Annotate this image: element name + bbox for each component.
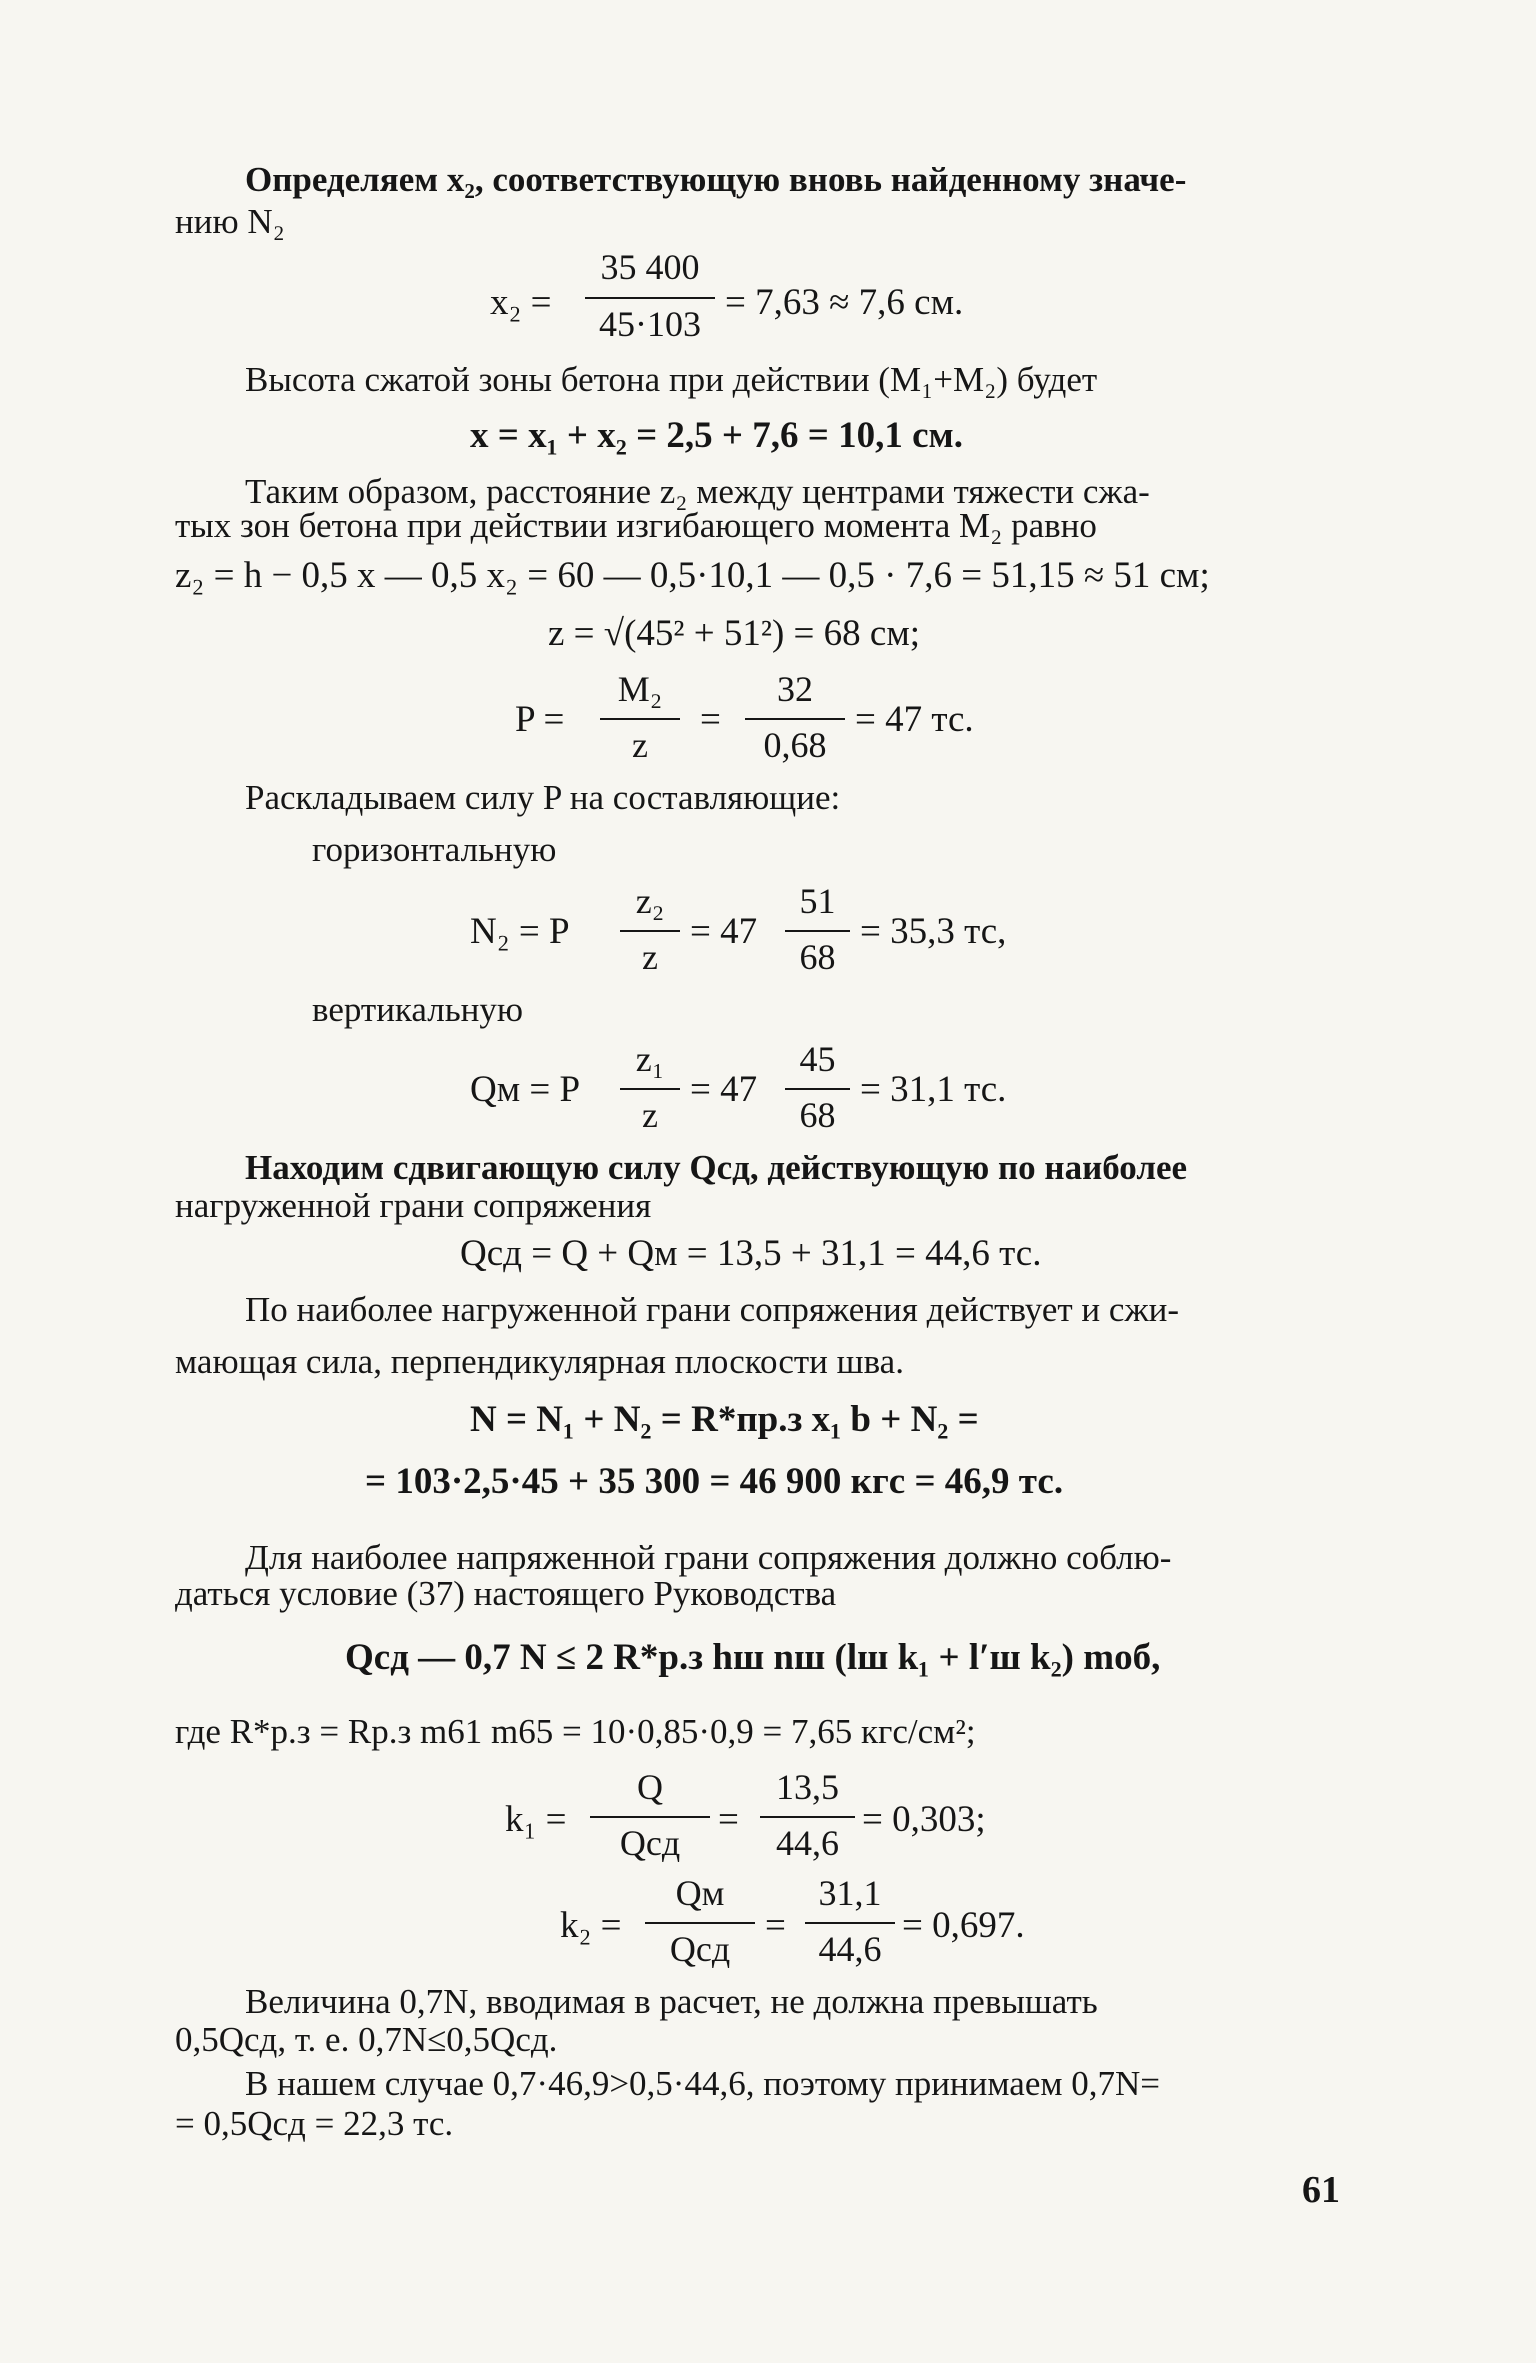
paragraph-line: Находим сдвигающую силу Qсд, действующую по наиболее	[245, 1148, 1188, 1187]
equation: = 103·2,5·45 + 35 300 = 46 900 кгс = 46,9 тс.	[365, 1461, 1064, 1502]
fraction-denominator: z	[642, 937, 658, 977]
equation-operator: = 47	[690, 911, 758, 952]
fraction-numerator: z₂	[635, 881, 665, 921]
equation-lhs: Qм = P	[470, 1069, 581, 1110]
fraction-numerator: Q	[637, 1767, 663, 1807]
fraction-numerator: 32	[777, 669, 813, 709]
paragraph-line: где R*р.з = Rр.з m61 m65 = 10·0,85·0,9 = 7,65 кгс/см²;	[175, 1712, 976, 1751]
equation-operator: =	[765, 1905, 786, 1946]
paragraph-line: По наиболее нагруженной грани сопряжения действует и сжи-	[245, 1290, 1180, 1329]
fraction-denominator: Qсд	[669, 1929, 731, 1969]
section-label: горизонтальную	[312, 830, 557, 869]
equation-operator: =	[718, 1799, 739, 1840]
fraction-bar	[585, 297, 715, 299]
equation-lhs: x₂ =	[490, 282, 552, 323]
equation-lhs: k₁ =	[505, 1799, 567, 1840]
equation-rhs: = 31,1 тс.	[860, 1069, 1007, 1110]
fraction-bar	[600, 718, 680, 720]
paragraph-line: Раскладываем силу P на составляющие:	[245, 778, 841, 817]
fraction-numerator: 31,1	[818, 1873, 882, 1913]
paragraph-line: = 0,5Qсд = 22,3 тс.	[175, 2104, 454, 2143]
fraction-denominator: 45·103	[599, 304, 701, 344]
equation-rhs: = 47 тс.	[855, 699, 974, 740]
fraction-denominator: z	[642, 1095, 658, 1135]
fraction-denominator: 44,6	[818, 1929, 882, 1969]
paragraph-line: Определяем x₂, соответствующую вновь найденному значе-	[245, 160, 1187, 199]
fraction-denominator: 68	[799, 1095, 836, 1135]
paragraph-line: Высота сжатой зоны бетона при действии (M₁+M₂) будет	[245, 360, 1098, 399]
paragraph-line: 0,5Qсд, т. е. 0,7N≤0,5Qсд.	[175, 2020, 558, 2059]
fraction-numerator: z₁	[635, 1039, 665, 1079]
paragraph-line: нию N₂	[175, 202, 285, 241]
equation: z = √(45² + 51²) = 68 см;	[548, 613, 921, 654]
fraction-bar	[760, 1816, 855, 1818]
fraction-bar	[590, 1816, 710, 1818]
equation: x = x₁ + x₂ = 2,5 + 7,6 = 10,1 см.	[470, 415, 963, 456]
equation-operator: =	[700, 699, 721, 740]
fraction-bar	[785, 930, 850, 932]
paragraph-line: Для наиболее напряженной грани сопряжения должно соблю-	[245, 1538, 1172, 1577]
fraction-numerator: M₂	[617, 669, 663, 709]
fraction-bar	[745, 718, 845, 720]
fraction-numerator: 51	[799, 881, 836, 921]
page-number: 61	[1302, 2169, 1340, 2211]
equation-rhs: = 0,303;	[862, 1799, 986, 1840]
equation-lhs: P =	[515, 699, 565, 740]
fraction-numerator: 13,5	[776, 1767, 839, 1807]
equation-rhs: = 35,3 тс,	[860, 911, 1007, 952]
section-label: вертикальную	[312, 990, 524, 1029]
fraction-numerator: Qм	[675, 1873, 725, 1913]
fraction-denominator: 0,68	[763, 725, 827, 765]
equation: Qсд — 0,7 N ≤ 2 R*р.з hш nш (lш k₁ + l′ш k₂) mоб,	[345, 1637, 1161, 1678]
equation: Qсд = Q + Qм = 13,5 + 31,1 = 44,6 тс.	[460, 1233, 1042, 1274]
fraction-bar	[620, 930, 680, 932]
paragraph-line: В нашем случае 0,7·46,9>0,5·44,6, поэтому принимаем 0,7N=	[245, 2064, 1161, 2103]
fraction-numerator: 35 400	[600, 247, 700, 287]
paragraph-line: нагруженной грани сопряжения	[175, 1186, 652, 1225]
paragraph-line: тых зон бетона при действии изгибающего момента M₂ равно	[175, 506, 1097, 545]
equation-rhs: = 7,63 ≈ 7,6 см.	[725, 282, 964, 323]
paragraph-line: мающая сила, перпендикулярная плоскости шва.	[175, 1342, 904, 1381]
equation: N = N₁ + N₂ = R*пр.з x₁ b + N₂ =	[470, 1399, 979, 1440]
paragraph-line: Таким образом, расстояние z₂ между центрами тяжести сжа-	[245, 472, 1150, 511]
equation-lhs: N₂ = P	[470, 911, 570, 952]
fraction-denominator: 68	[799, 937, 836, 977]
fraction-numerator: 45	[799, 1039, 836, 1079]
equation-lhs: k₂ =	[560, 1905, 622, 1946]
fraction-bar	[645, 1922, 755, 1924]
equation-rhs: = 0,697.	[902, 1905, 1025, 1946]
fraction-bar	[785, 1088, 850, 1090]
equation: z₂ = h − 0,5 x — 0,5 x₂ = 60 — 0,5·10,1 — 0,5 · 7,6 = 51,15 ≈ 51 см;	[175, 555, 1210, 596]
fraction-denominator: z	[632, 725, 648, 765]
paragraph-line: Величина 0,7N, вводимая в расчет, не должна превышать	[245, 1982, 1098, 2021]
equation-operator: = 47	[690, 1069, 758, 1110]
fraction-denominator: 44,6	[776, 1823, 839, 1863]
paragraph-line: даться условие (37) настоящего Руководства	[175, 1574, 837, 1613]
fraction-bar	[805, 1922, 895, 1924]
fraction-bar	[620, 1088, 680, 1090]
fraction-denominator: Qсд	[619, 1823, 681, 1863]
